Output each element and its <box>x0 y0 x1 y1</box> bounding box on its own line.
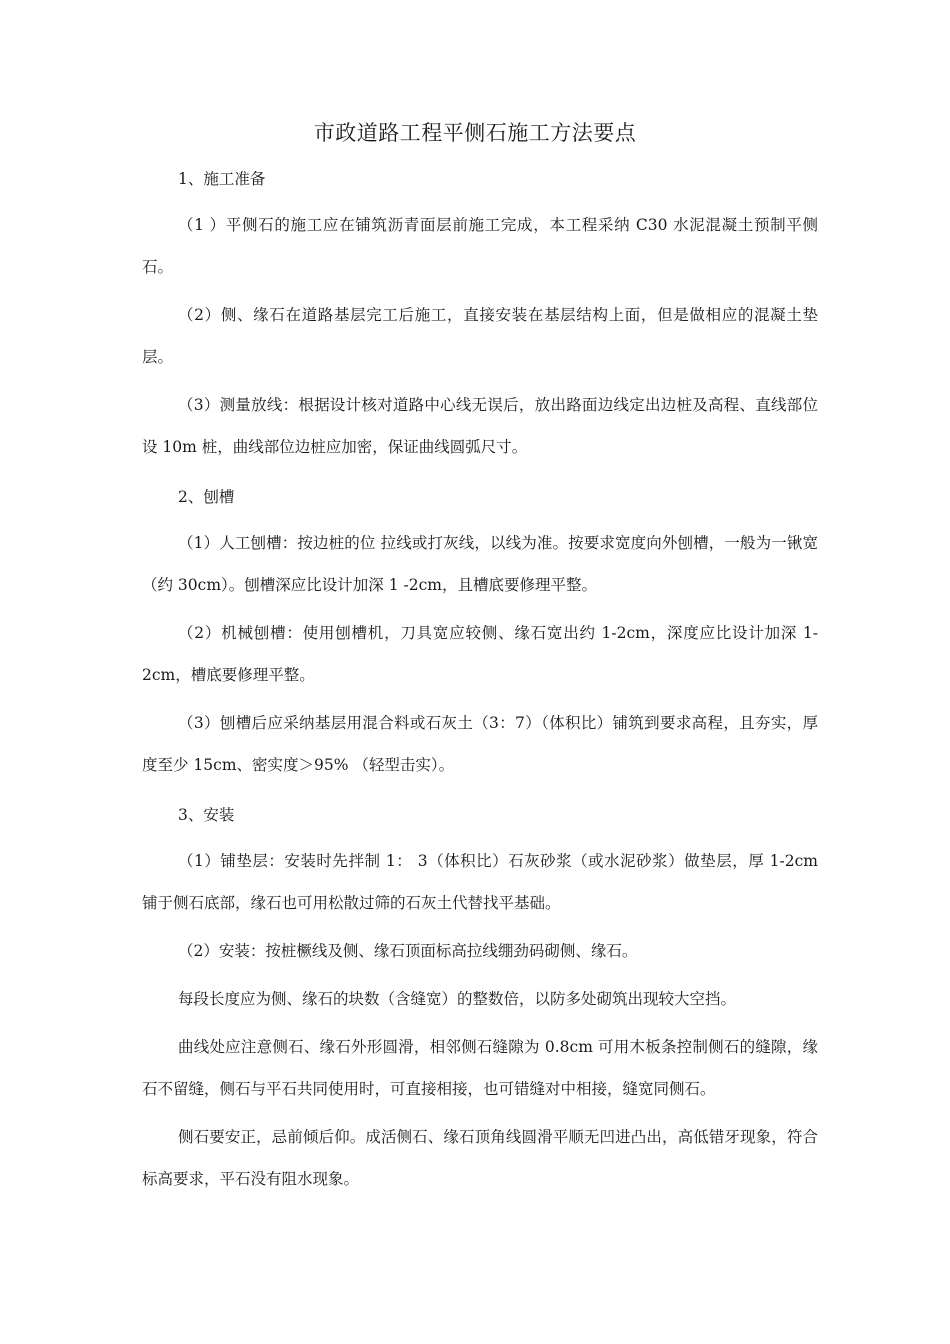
paragraph-installation-3: 每段长度应为侧、缘石的块数（含缝宽）的整数倍，以防多处砌筑出现较大空挡。 <box>178 990 737 1008</box>
section-heading-installation: 3、安装 <box>178 806 235 824</box>
paragraph-installation-2: （2）安装：按桩橛线及侧、缘石顶面标高拉线绷劲码砌侧、缘石。 <box>178 942 638 960</box>
paragraph-preparation-3: （3）测量放线：根据设计核对道路中心线无误后，放出路面边线定出边桩及高程、直线部位设 10m 桩，曲线部位边桩应加密，保证曲线圆弧尺寸。 <box>142 396 818 456</box>
document-body <box>142 160 818 1200</box>
paragraph-preparation-1: （1 ）平侧石的施工应在铺筑沥青面层前施工完成，本工程采纳 C30 水泥混凝土预制平侧石。 <box>142 216 818 276</box>
paragraph-installation-1: （1）铺垫层：安装时先拌制 1： 3（体积比）石灰砂浆（或水泥砂浆）做垫层，厚 1-2cm 铺于侧石底部，缘石也可用松散过筛的石灰土代替找平基础。 <box>142 852 818 912</box>
paragraph-installation-4: 曲线处应注意侧石、缘石外形圆滑，相邻侧石缝隙为 0.8cm 可用木板条控制侧石的缝隙，缘石不留缝，侧石与平石共同使用时，可直接相接，也可错缝对中相接，缝宽同侧石。 <box>142 1038 818 1098</box>
paragraph-trenching-1: （1）人工刨槽：按边桩的位 拉线或打灰线，以线为准。按要求宽度向外刨槽，一般为一锹宽（约 30cm）。刨槽深应比设计加深 1 -2cm，且槽底要修理平整。 <box>142 534 818 594</box>
paragraph-trenching-3: （3）刨槽后应采纳基层用混合料或石灰土（3：7）（体积比）铺筑到要求高程，且夯实，厚度至少 15cm、密实度＞95% （轻型击实）。 <box>142 714 818 774</box>
paragraph-installation-5: 侧石要安正，忌前倾后仰。成活侧石、缘石顶角线圆滑平顺无凹进凸出，高低错牙现象，符合标高要求，平石没有阻水现象。 <box>142 1128 818 1188</box>
section-heading-trenching: 2、刨槽 <box>178 488 235 506</box>
section-heading-preparation: 1、施工准备 <box>178 170 266 188</box>
paragraph-preparation-2: （2）侧、缘石在道路基层完工后施工，直接安装在基层结构上面，但是做相应的混凝土垫层。 <box>142 306 818 366</box>
document-title: 市政道路工程平侧石施工方法要点 <box>313 121 637 145</box>
paragraph-trenching-2: （2）机械刨槽：使用刨槽机，刀具宽应较侧、缘石宽出约 1-2cm，深度应比设计加深 1-2cm，槽底要修理平整。 <box>142 624 818 684</box>
